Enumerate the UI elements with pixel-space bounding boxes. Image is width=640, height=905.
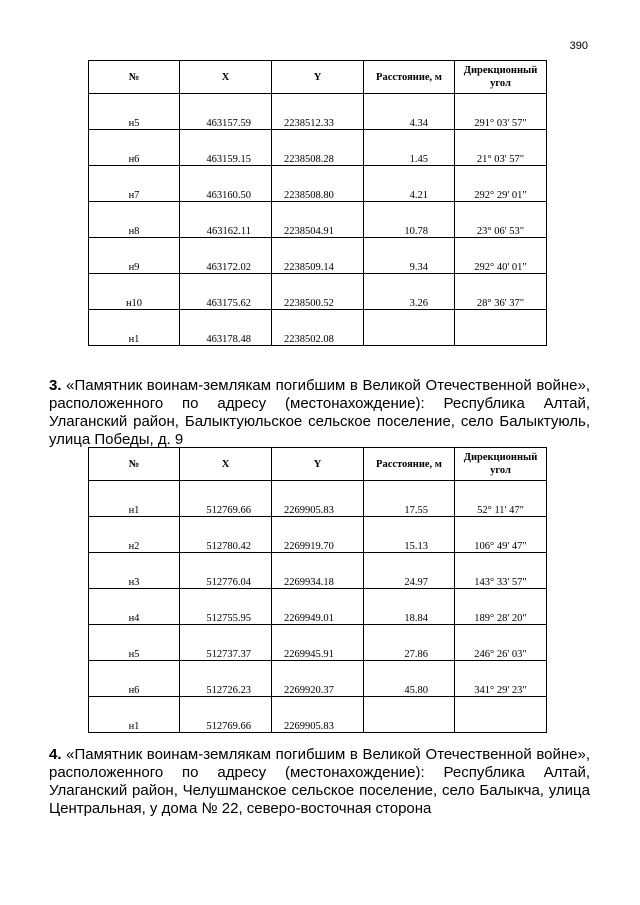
distance-value: 10.78 [404,226,428,237]
angle-value: 106° 49' 47" [474,541,527,552]
table-row [89,481,547,517]
section-3 [49,377,590,449]
point-label: н5 [128,649,140,660]
x-coordinate: 512737.37 [206,649,251,660]
distance-value-cell [364,481,455,517]
point-label: н8 [128,226,140,237]
y-coordinate-cell [272,625,364,661]
point-label: н6 [128,154,140,165]
x-coordinate-cell [180,130,272,166]
table-row [89,517,547,553]
x-coordinate: 512780.42 [206,541,251,552]
point-label-cell [89,697,180,733]
point-label-cell [89,481,180,517]
point-label: н1 [128,721,140,732]
y-coordinate-cell [272,697,364,733]
angle-value-cell [455,589,547,625]
point-label-cell [89,625,180,661]
angle-value-cell [455,274,547,310]
page-number: 390 [569,40,588,52]
angle-value: 28° 36' 37" [476,298,525,309]
distance-value-cell [364,697,455,733]
angle-value: 292° 40' 01" [474,262,527,273]
x-coordinate-cell [180,274,272,310]
angle-value-cell [455,310,547,346]
angle-value-cell [455,166,547,202]
distance-value: 3.26 [409,298,428,309]
y-coordinate: 2269920.37 [284,685,334,696]
y-coordinate: 2238508.80 [284,190,334,201]
angle-value-cell [455,202,547,238]
point-label: н4 [128,613,140,624]
header-x: X [180,448,272,481]
section-text: «Памятник воинам-землякам погибшим в Великой Отечественной войне», расположенного по адресу (местонахождение): Республика Алтай, Улаганский район, Челушманское сельское поселение, село Балыкча, улица Центральная, у дома № 22, северо-восточная сторона [49,746,591,817]
coordinates-table-1 [88,60,547,346]
distance-value-cell [364,274,455,310]
point-label-cell [89,94,180,130]
y-coordinate: 2269905.83 [284,505,334,516]
table-row [89,625,547,661]
coordinates-table-2 [88,447,547,733]
header-num: № [89,61,180,94]
y-coordinate: 2238504.91 [284,226,334,237]
point-label: н5 [128,118,140,129]
header-angle: Дирекционный угол [455,448,547,481]
x-coordinate: 463159.15 [206,154,251,165]
table-row [89,553,547,589]
point-label: н1 [128,334,140,345]
angle-value-cell [455,697,547,733]
x-coordinate-cell [180,625,272,661]
x-coordinate-cell [180,697,272,733]
table-row [89,274,547,310]
x-coordinate-cell [180,94,272,130]
distance-value: 4.34 [409,118,428,129]
point-label: н3 [128,577,140,588]
header-x: X [180,61,272,94]
angle-value: 23° 06' 53" [476,226,525,237]
x-coordinate: 463172.02 [206,262,251,273]
angle-value-cell [455,661,547,697]
y-coordinate-cell [272,202,364,238]
table-row [89,238,547,274]
point-label: н1 [128,505,140,516]
x-coordinate-cell [180,553,272,589]
point-label-cell [89,202,180,238]
y-coordinate-cell [272,553,364,589]
x-coordinate-cell [180,310,272,346]
distance-value-cell [364,166,455,202]
x-coordinate: 463175.62 [206,298,251,309]
x-coordinate: 512726.23 [206,685,251,696]
table-header-row [89,448,547,481]
point-label-cell [89,517,180,553]
distance-value-cell [364,238,455,274]
section-number: 3. [49,377,62,394]
header-distance: Расстояние, м [364,61,455,94]
distance-value: 24.97 [404,577,428,588]
point-label-cell [89,238,180,274]
x-coordinate: 463160.50 [206,190,251,201]
header-y: Y [272,448,364,481]
point-label-cell [89,166,180,202]
table-body [89,481,547,733]
y-coordinate-cell [272,589,364,625]
point-label-cell [89,553,180,589]
distance-value: 18.84 [404,613,428,624]
header-num: № [89,448,180,481]
point-label: н10 [125,298,143,309]
table-row [89,661,547,697]
header-angle: Дирекционный угол [455,61,547,94]
x-coordinate: 463157.59 [206,118,251,129]
x-coordinate: 512769.66 [206,505,251,516]
distance-value-cell [364,310,455,346]
distance-value: 1.45 [409,154,428,165]
x-coordinate: 512776.04 [206,577,251,588]
y-coordinate: 2238512.33 [284,118,334,129]
table-row [89,94,547,130]
table-row [89,202,547,238]
x-coordinate-cell [180,661,272,697]
angle-value: 189° 28' 20" [474,613,527,624]
distance-value: 15.13 [404,541,428,552]
table-body [89,94,547,346]
distance-value: 4.21 [409,190,428,201]
y-coordinate-cell [272,130,364,166]
x-coordinate-cell [180,166,272,202]
x-coordinate: 463162.11 [206,226,251,237]
distance-value: 45.80 [404,685,428,696]
y-coordinate-cell [272,274,364,310]
y-coordinate: 2269934.18 [284,577,334,588]
point-label: н7 [128,190,140,201]
angle-value-cell [455,94,547,130]
point-label-cell [89,310,180,346]
point-label: н9 [128,262,140,273]
angle-value: 292° 29' 01" [474,190,527,201]
point-label-cell [89,130,180,166]
distance-value: 27.86 [404,649,428,660]
x-coordinate-cell [180,589,272,625]
x-coordinate-cell [180,517,272,553]
y-coordinate-cell [272,94,364,130]
angle-value: 143° 33' 57" [474,577,527,588]
angle-value-cell [455,553,547,589]
angle-value: 52° 11' 47" [477,505,524,516]
point-label-cell [89,661,180,697]
y-coordinate: 2238502.08 [284,334,334,345]
angle-value: 291° 03' 57" [474,118,527,129]
y-coordinate: 2238509.14 [284,262,334,273]
table-row [89,310,547,346]
distance-value: 17.55 [404,505,428,516]
distance-value: 9.34 [409,262,428,273]
angle-value-cell [455,517,547,553]
y-coordinate-cell [272,481,364,517]
angle-value-cell [455,481,547,517]
header-y: Y [272,61,364,94]
point-label: н2 [128,541,140,552]
header-distance: Расстояние, м [364,448,455,481]
point-label-cell [89,274,180,310]
table-row [89,130,547,166]
x-coordinate-cell [180,481,272,517]
distance-value-cell [364,517,455,553]
angle-value-cell [455,625,547,661]
angle-value-cell [455,130,547,166]
x-coordinate-cell [180,238,272,274]
point-label-cell [89,589,180,625]
y-coordinate: 2269905.83 [284,721,334,732]
y-coordinate-cell [272,238,364,274]
angle-value: 246° 26' 03" [474,649,527,660]
table-row [89,166,547,202]
x-coordinate-cell [180,202,272,238]
y-coordinate-cell [272,517,364,553]
distance-value-cell [364,661,455,697]
section-number: 4. [49,746,62,763]
table-header-row [89,61,547,94]
angle-value-cell [455,238,547,274]
distance-value-cell [364,130,455,166]
distance-value-cell [364,202,455,238]
table-row [89,697,547,733]
section-text: «Памятник воинам-землякам погибшим в Великой Отечественной войне», расположенного по адресу (местонахождение): Республика Алтай, Улаганский район, Балыктуюльское сельское поселение, село Балыктуюль, улица Победы, д. 9 [49,377,591,448]
x-coordinate: 512755.95 [206,613,251,624]
section-4 [49,746,590,818]
distance-value-cell [364,553,455,589]
x-coordinate: 463178.48 [206,334,251,345]
y-coordinate-cell [272,310,364,346]
y-coordinate: 2238508.28 [284,154,334,165]
point-label: н6 [128,685,140,696]
y-coordinate: 2269919.70 [284,541,334,552]
y-coordinate-cell [272,166,364,202]
y-coordinate: 2269945.91 [284,649,334,660]
distance-value-cell [364,94,455,130]
angle-value: 21° 03' 57" [476,154,525,165]
y-coordinate: 2238500.52 [284,298,334,309]
x-coordinate: 512769.66 [206,721,251,732]
distance-value-cell [364,589,455,625]
y-coordinate-cell [272,661,364,697]
y-coordinate: 2269949.01 [284,613,334,624]
distance-value-cell [364,625,455,661]
angle-value: 341° 29' 23" [474,685,527,696]
table-row [89,589,547,625]
